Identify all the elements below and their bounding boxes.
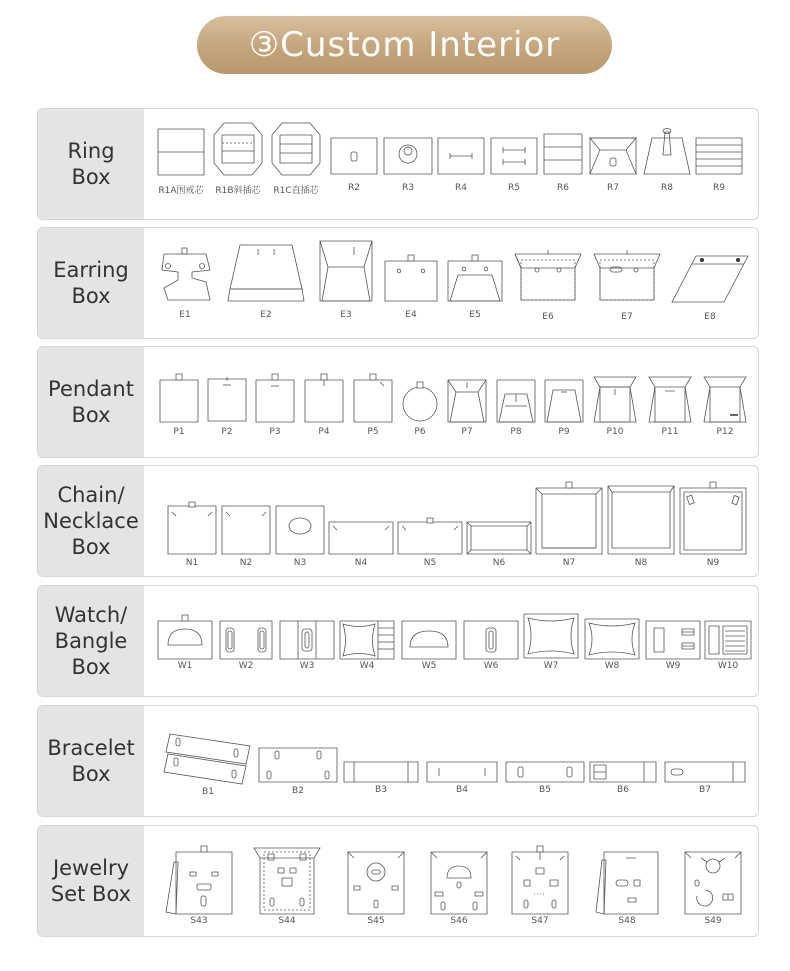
insert-illustration: [506, 762, 584, 782]
product-code: E7: [621, 312, 633, 322]
insert-illustration: [254, 844, 320, 914]
product-N8[interactable]: [608, 486, 674, 568]
insert-illustration: [427, 762, 497, 782]
insert-illustration: [438, 138, 484, 174]
product-code: R6: [557, 183, 569, 193]
insert-illustration: [545, 380, 583, 422]
product-code: W2: [238, 661, 254, 671]
insert-illustration: [344, 762, 418, 782]
product-code: W10: [717, 661, 739, 671]
product-P4[interactable]: [305, 374, 343, 437]
insert-illustration: [331, 138, 377, 174]
product-E1[interactable]: [158, 248, 212, 320]
product-P5[interactable]: [354, 374, 392, 437]
section-label-text: Chain/ Necklace Box: [43, 483, 139, 559]
product-S46[interactable]: [431, 852, 487, 926]
product-code: N4: [354, 558, 368, 568]
insert-illustration: [168, 502, 216, 554]
product-code: R7: [607, 183, 619, 193]
product-W9[interactable]: [646, 621, 700, 671]
product-code: S48: [618, 916, 636, 926]
product-R1A[interactable]: [158, 129, 204, 196]
product-W3[interactable]: [280, 621, 334, 671]
product-N7[interactable]: [536, 482, 602, 568]
product-N6[interactable]: [467, 522, 531, 568]
product-P3[interactable]: [256, 374, 294, 437]
insert-illustration: [464, 621, 518, 659]
section-label-text: Bracelet Box: [47, 736, 135, 786]
product-B7[interactable]: [665, 762, 745, 795]
insert-illustration: [448, 255, 502, 301]
product-P11[interactable]: [649, 377, 691, 437]
insert-illustration: [272, 123, 320, 175]
product-code: R1C直插芯: [273, 186, 319, 196]
section-ring-box: [37, 108, 759, 220]
insert-illustration: [704, 377, 746, 422]
insert-illustration: [646, 621, 700, 659]
product-E7[interactable]: [594, 250, 660, 322]
product-code: W8: [604, 661, 620, 671]
product-E5[interactable]: [448, 255, 502, 320]
insert-illustration: [680, 482, 746, 554]
insert-illustration: [320, 241, 372, 301]
product-code: R4: [455, 183, 467, 193]
product-code: W3: [299, 661, 315, 671]
product-P12[interactable]: [704, 377, 746, 437]
product-E8[interactable]: [672, 256, 748, 322]
section-label-text: Pendant Box: [48, 377, 134, 427]
product-P7[interactable]: [448, 380, 486, 437]
product-W2[interactable]: [220, 621, 272, 671]
insert-illustration: [594, 250, 660, 302]
product-N3[interactable]: [276, 506, 324, 568]
section-label: [38, 826, 144, 936]
product-code: N3: [293, 558, 307, 568]
product-code: R1A围戒芯: [158, 186, 204, 196]
page-title-banner: [197, 16, 612, 74]
insert-illustration: [354, 374, 392, 422]
insert-illustration: [166, 846, 232, 914]
product-code: S46: [450, 916, 468, 926]
insert-illustration: [398, 518, 462, 554]
product-code: B1: [202, 787, 214, 797]
section-label-text: Ring Box: [67, 139, 115, 189]
section-earring-box: [37, 227, 759, 339]
product-R8[interactable]: [644, 127, 690, 193]
insert-illustration: [497, 380, 535, 422]
product-N4[interactable]: [329, 522, 393, 568]
page-title: ③Custom Interior: [248, 25, 561, 65]
insert-illustration: [544, 134, 582, 174]
product-code: S47: [531, 916, 549, 926]
insert-illustration: [329, 522, 393, 554]
insert-illustration: [276, 506, 324, 554]
insert-illustration: [696, 138, 742, 174]
section-watch-bangle-box: [37, 585, 759, 697]
product-W4[interactable]: [340, 621, 394, 671]
product-code: P5: [367, 427, 379, 437]
product-code: P7: [461, 427, 473, 437]
product-code: B7: [699, 785, 711, 795]
product-code: N1: [185, 558, 199, 568]
section-label-text: Jewelry Set Box: [50, 856, 132, 906]
product-S49[interactable]: [685, 852, 741, 926]
product-code: R3: [402, 183, 414, 193]
product-N1[interactable]: [168, 502, 216, 568]
product-code: B6: [617, 785, 629, 795]
insert-illustration: [594, 377, 636, 422]
product-B1[interactable]: [164, 734, 252, 797]
insert-illustration: [340, 621, 394, 659]
insert-illustration: [596, 852, 658, 914]
insert-illustration: [665, 762, 745, 782]
product-B6[interactable]: [590, 762, 656, 795]
product-code: P10: [606, 427, 624, 437]
product-R5[interactable]: [491, 138, 537, 193]
insert-illustration: [590, 138, 636, 174]
product-code: P9: [558, 427, 570, 437]
product-code: W5: [421, 661, 437, 671]
product-code: R1B斜插芯: [215, 186, 261, 196]
product-B3[interactable]: [344, 762, 418, 795]
section-bracelet-box: [37, 705, 759, 817]
product-code: E1: [179, 310, 191, 320]
product-E4[interactable]: [385, 255, 437, 320]
insert-illustration: [512, 846, 568, 914]
insert-illustration: [672, 256, 748, 302]
product-R1C[interactable]: [272, 123, 320, 196]
product-S47[interactable]: [512, 846, 568, 926]
insert-illustration: [158, 615, 212, 659]
product-code: S44: [278, 916, 296, 926]
product-R9[interactable]: [696, 138, 742, 193]
product-code: P11: [661, 427, 679, 437]
product-code: P1: [173, 427, 185, 437]
insert-illustration: [644, 127, 690, 174]
section-chain-necklace-box: [37, 465, 759, 577]
insert-illustration: [448, 380, 486, 422]
insert-illustration: [348, 852, 404, 914]
product-R3[interactable]: [384, 138, 432, 193]
product-R1B[interactable]: [214, 123, 262, 196]
product-code: E6: [542, 312, 554, 322]
product-W5[interactable]: [402, 621, 456, 671]
product-E3[interactable]: [320, 241, 372, 320]
product-code: P3: [269, 427, 281, 437]
product-S43[interactable]: [166, 846, 232, 926]
product-code: P12: [716, 427, 734, 437]
product-code: N5: [423, 558, 437, 568]
product-code: E2: [260, 310, 272, 320]
product-code: B5: [539, 785, 551, 795]
product-B2[interactable]: [259, 748, 337, 796]
insert-illustration: [228, 245, 304, 301]
product-R7[interactable]: [590, 138, 636, 193]
product-code: N6: [492, 558, 506, 568]
product-R6[interactable]: [544, 134, 582, 193]
section-jewelry-set-box: [37, 825, 759, 937]
product-B5[interactable]: [506, 762, 584, 795]
section-label: [38, 586, 144, 696]
product-code: W9: [665, 661, 681, 671]
section-pendant-box: [37, 346, 759, 458]
product-P2[interactable]: [208, 377, 246, 437]
product-code: W6: [483, 661, 499, 671]
insert-illustration: [467, 522, 531, 554]
product-code: R8: [661, 183, 673, 193]
product-code: P6: [414, 427, 426, 437]
insert-illustration: [259, 748, 337, 782]
product-B4[interactable]: [427, 762, 497, 795]
product-code: R2: [348, 183, 360, 193]
product-R4[interactable]: [438, 138, 484, 193]
insert-illustration: [305, 374, 343, 422]
product-code: E8: [704, 312, 716, 322]
insert-illustration: [220, 621, 272, 659]
insert-illustration: [608, 486, 674, 554]
product-S48[interactable]: [596, 852, 658, 926]
section-label-text: Watch/ Bangle Box: [54, 603, 128, 679]
product-S45[interactable]: [348, 852, 404, 926]
insert-illustration: [515, 250, 581, 302]
insert-illustration: [160, 374, 198, 422]
insert-illustration: [164, 734, 252, 784]
product-W8[interactable]: [585, 619, 639, 671]
insert-illustration: [585, 619, 639, 659]
product-code: R9: [713, 183, 725, 193]
product-R2[interactable]: [331, 138, 377, 193]
section-label-text: Earring Box: [53, 258, 129, 308]
product-code: N8: [634, 558, 648, 568]
insert-illustration: [384, 138, 432, 174]
insert-illustration: [491, 138, 537, 174]
insert-illustration: [590, 762, 656, 782]
insert-illustration: [214, 123, 262, 175]
insert-illustration: [431, 852, 487, 914]
product-W6[interactable]: [464, 621, 518, 671]
section-label: [38, 228, 144, 338]
insert-illustration: [385, 255, 437, 301]
product-W1[interactable]: [158, 615, 212, 671]
product-N9[interactable]: [680, 482, 746, 568]
product-P6[interactable]: [402, 382, 438, 437]
insert-illustration: [536, 482, 602, 554]
product-code: E4: [405, 310, 417, 320]
product-code: P4: [318, 427, 330, 437]
section-label: [38, 466, 144, 576]
insert-illustration: [280, 621, 334, 659]
product-code: W7: [543, 661, 559, 671]
product-code: B3: [375, 785, 387, 795]
product-W10[interactable]: [705, 621, 751, 671]
product-P10[interactable]: [594, 377, 636, 437]
product-code: E3: [340, 310, 352, 320]
product-code: S43: [190, 916, 208, 926]
product-code: B4: [456, 785, 468, 795]
insert-illustration: [685, 852, 741, 914]
product-code: W1: [177, 661, 193, 671]
insert-illustration: [402, 621, 456, 659]
product-code: B2: [292, 786, 304, 796]
insert-illustration: [649, 377, 691, 422]
section-label: [38, 109, 144, 219]
product-P8[interactable]: [497, 380, 535, 437]
product-N5[interactable]: [398, 518, 462, 568]
product-code: N2: [239, 558, 253, 568]
product-N2[interactable]: [222, 506, 270, 568]
product-code: S45: [367, 916, 385, 926]
insert-illustration: [256, 374, 294, 422]
product-code: N9: [706, 558, 720, 568]
product-P1[interactable]: [160, 374, 198, 437]
product-code: S49: [704, 916, 722, 926]
insert-illustration: [705, 621, 751, 659]
product-code: N7: [562, 558, 576, 568]
section-label: [38, 706, 144, 816]
product-code: P2: [221, 427, 233, 437]
product-P9[interactable]: [545, 380, 583, 437]
product-code: E5: [469, 310, 481, 320]
product-W7[interactable]: [524, 614, 578, 671]
insert-illustration: [158, 248, 212, 300]
insert-illustration: [158, 129, 204, 175]
product-E2[interactable]: [228, 245, 304, 320]
product-code: W4: [359, 661, 375, 671]
section-label: [38, 347, 144, 457]
product-S44[interactable]: [254, 844, 320, 926]
product-E6[interactable]: [515, 250, 581, 322]
insert-illustration: [402, 382, 438, 422]
insert-illustration: [222, 506, 270, 554]
insert-illustration: [208, 377, 246, 421]
product-code: R5: [508, 183, 520, 193]
product-code: P8: [510, 427, 522, 437]
insert-illustration: [524, 614, 578, 658]
